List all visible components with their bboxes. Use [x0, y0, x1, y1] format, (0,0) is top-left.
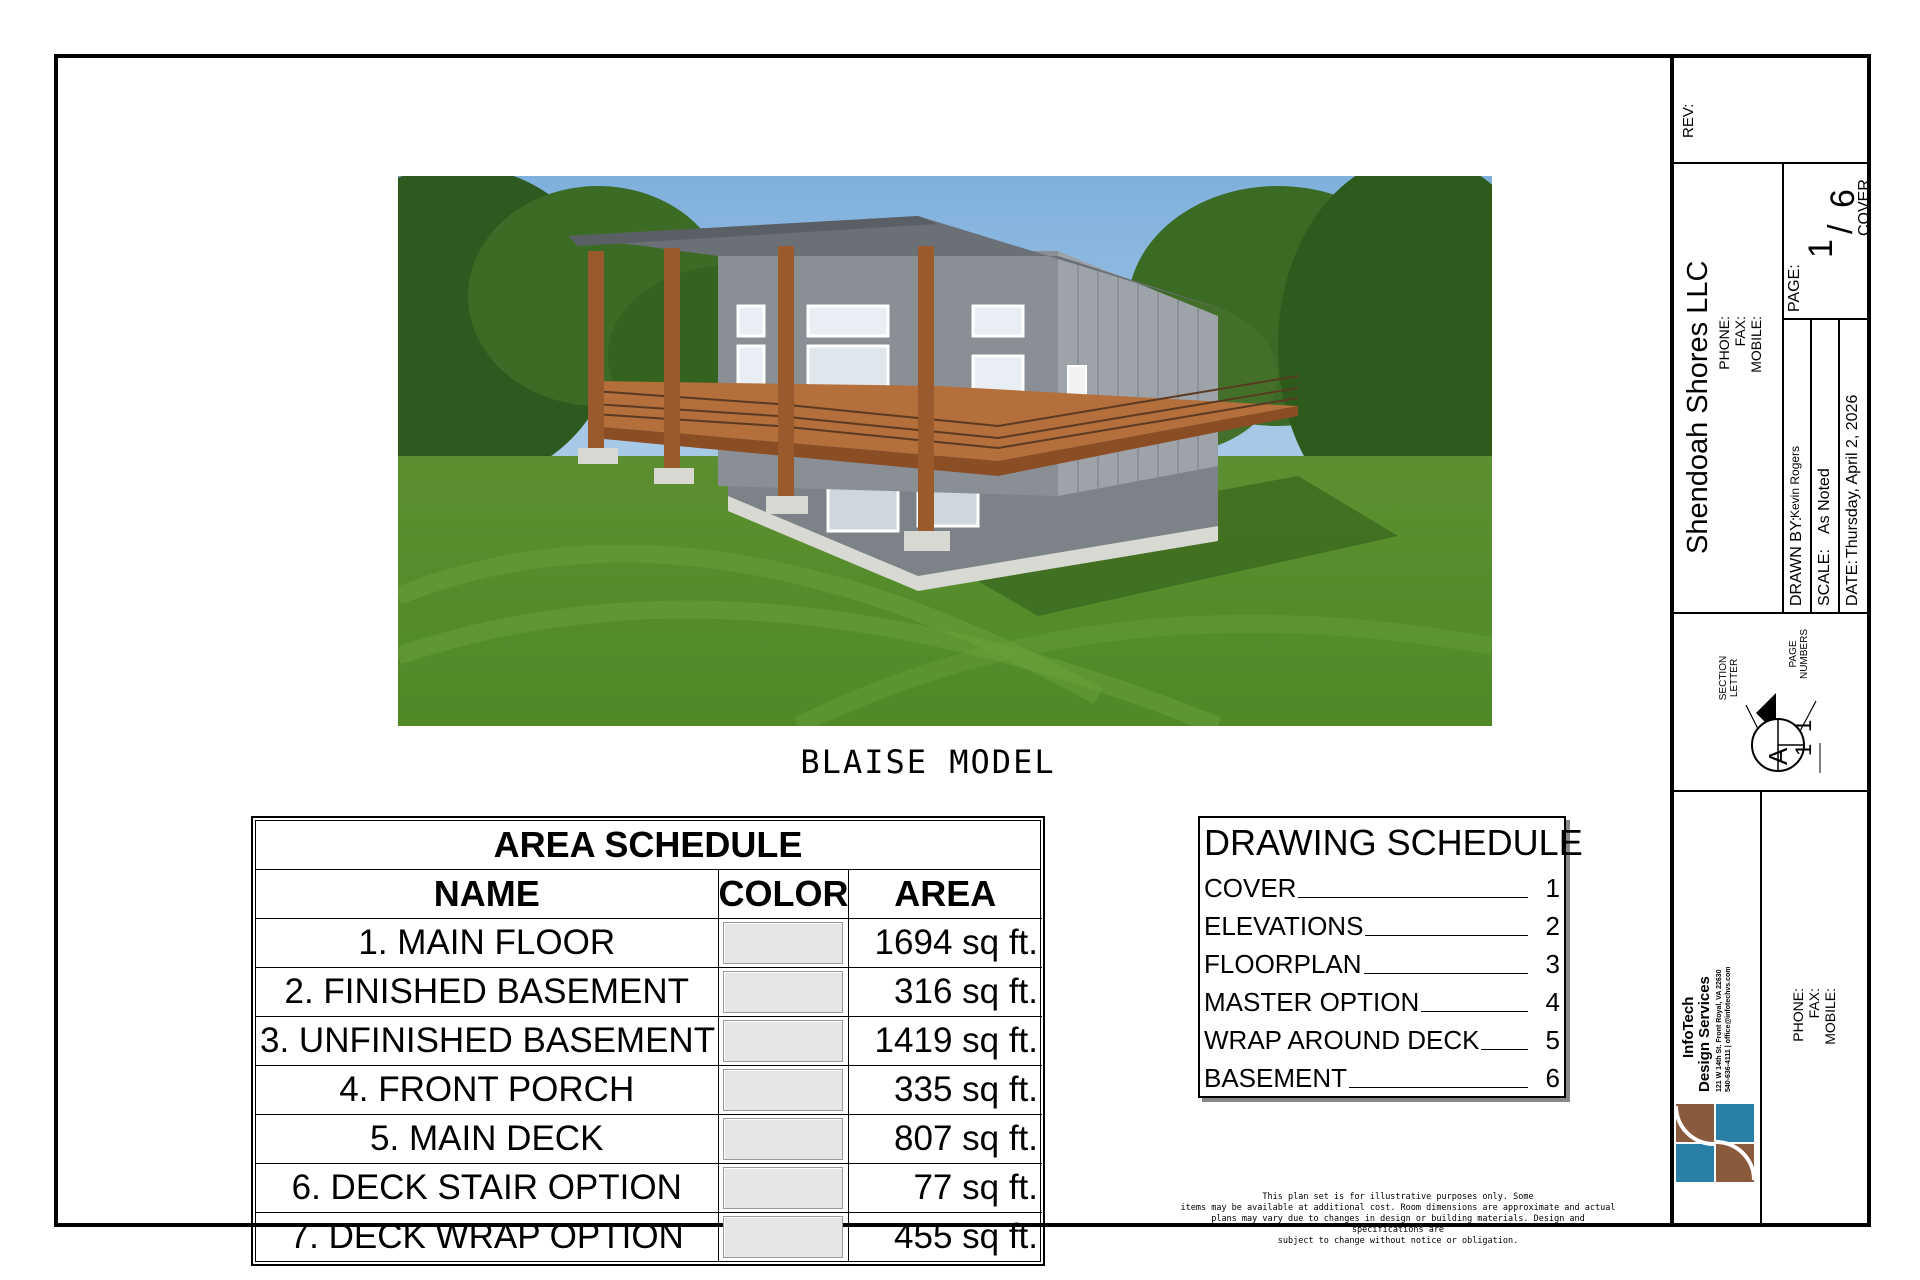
room-name: 7. DECK WRAP OPTION — [256, 1213, 718, 1262]
divider — [1782, 162, 1784, 612]
page-number: 1 — [1802, 239, 1840, 258]
disclaimer-line: items may be available at additional cost. Room dimensions are approximate and actual — [1180, 1203, 1616, 1213]
client-fax-label: FAX: — [1732, 316, 1748, 347]
color-swatch — [723, 1167, 843, 1209]
table-row — [256, 1017, 1042, 1066]
area-schedule — [251, 816, 1045, 1266]
table-row — [256, 1164, 1042, 1213]
company-contact: 540-636-4111 | office@infotechvs.com — [1725, 966, 1732, 1092]
client-name: Shendoah Shores LLC — [1682, 260, 1714, 554]
sheet-name: COVER — [1204, 873, 1297, 903]
room-name: 5. MAIN DECK — [256, 1115, 718, 1164]
client-mobile-label: MOBILE: — [1748, 316, 1764, 373]
column-header-color: COLOR — [718, 870, 848, 919]
sheet-number: 2 — [1545, 911, 1560, 941]
disclaimer — [1173, 1192, 1623, 1247]
date-value: Thursday, April 2, 2026 — [1844, 394, 1861, 558]
title-block — [1670, 58, 1871, 1223]
divider — [1674, 612, 1871, 614]
room-name: 4. FRONT PORCH — [256, 1066, 718, 1115]
drawn-by-value: Kevin Rogers — [1788, 445, 1802, 518]
color-cell — [718, 1213, 848, 1262]
leader-line — [1481, 1049, 1528, 1050]
sheet-name: MASTER OPTION — [1204, 987, 1420, 1017]
house-photo — [398, 176, 1492, 726]
leader-line — [1364, 973, 1529, 974]
list-item — [1200, 980, 1564, 1018]
room-area: 335 sq ft. — [848, 1066, 1042, 1115]
drawing-schedule-title: DRAWING SCHEDULE — [1204, 822, 1583, 863]
color-cell — [718, 1164, 848, 1213]
table-row — [256, 968, 1042, 1017]
sheet-number: 1 — [1545, 873, 1560, 903]
color-cell — [718, 1115, 848, 1164]
room-area: 807 sq ft. — [848, 1115, 1042, 1164]
color-cell — [718, 1066, 848, 1115]
company-mobile-label: MOBILE: — [1822, 988, 1838, 1045]
sheet-name: ELEVATIONS — [1204, 911, 1364, 941]
company-address: 121 W 14th St. Front Royal, VA 22630 — [1716, 969, 1723, 1092]
page-total: 6 — [1824, 189, 1862, 208]
drawing-sheet — [54, 54, 1873, 1256]
room-name: 3. UNFINISHED BASEMENT — [256, 1017, 718, 1066]
area-schedule-title: AREA SCHEDULE — [256, 821, 1040, 870]
page-numbers-label: PAGE NUMBERS — [1788, 629, 1810, 680]
divider — [1782, 318, 1871, 320]
color-swatch — [723, 922, 843, 964]
company-name-1: InfoTech — [1680, 996, 1697, 1058]
room-area: 455 sq ft. — [848, 1213, 1042, 1262]
color-cell — [718, 1017, 848, 1066]
disclaimer-line: This plan set is for illustrative purposes only. Some — [1262, 1192, 1534, 1202]
sheet-name: FLOORPLAN — [1204, 949, 1362, 979]
date-label: DATE: — [1844, 560, 1861, 606]
section-symbol-num-b: 1 — [1791, 719, 1816, 732]
section-symbol-letter: A — [1763, 747, 1793, 765]
leader-line — [1421, 1011, 1528, 1012]
list-item — [1200, 904, 1564, 942]
room-name: 1. MAIN FLOOR — [256, 919, 718, 968]
list-item — [1200, 866, 1564, 904]
company-logo-icon — [1674, 1102, 1758, 1186]
section-symbol-num-a: 1 — [1791, 743, 1816, 756]
client-phone-label: PHONE: — [1716, 316, 1732, 370]
room-area: 1419 sq ft. — [848, 1017, 1042, 1066]
room-area: 316 sq ft. — [848, 968, 1042, 1017]
leader-line — [1365, 935, 1528, 936]
divider — [1838, 318, 1840, 612]
color-swatch — [723, 1020, 843, 1062]
color-swatch — [723, 1216, 843, 1258]
model-title: BLAISE MODEL — [800, 743, 1056, 781]
list-item — [1200, 1018, 1564, 1056]
disclaimer-line: subject to change without notice or obligation. — [1277, 1236, 1519, 1246]
leader-line — [1298, 897, 1528, 898]
company-phone-label: PHONE: — [1790, 988, 1806, 1042]
scale-label: SCALE: — [1816, 549, 1833, 606]
drawn-by-label: DRAWN BY: — [1788, 516, 1805, 606]
room-area: 1694 sq ft. — [848, 919, 1042, 968]
room-area: 77 sq ft. — [848, 1164, 1042, 1213]
table-row — [256, 1066, 1042, 1115]
sheet-number: 6 — [1545, 1063, 1560, 1093]
column-header-area: AREA — [848, 870, 1042, 919]
disclaimer-line: plans may vary due to changes in design or building materials. Design and specifications are — [1211, 1214, 1585, 1235]
scale-value: As Noted — [1816, 468, 1833, 534]
color-cell — [718, 919, 848, 968]
company-name-2: Design Services — [1696, 976, 1713, 1092]
color-swatch — [723, 971, 843, 1013]
sheet-number: 5 — [1545, 1025, 1560, 1055]
divider — [1810, 318, 1812, 612]
column-header-name: NAME — [256, 870, 718, 919]
sheet-name: BASEMENT — [1204, 1063, 1348, 1093]
color-swatch — [723, 1118, 843, 1160]
drawing-schedule — [1198, 816, 1583, 1098]
color-cell — [718, 968, 848, 1017]
section-letter-label: SECTION LETTER — [1718, 655, 1740, 701]
table-row — [256, 919, 1042, 968]
list-item — [1200, 1056, 1564, 1094]
sheet-number: 4 — [1545, 987, 1560, 1017]
room-name: 6. DECK STAIR OPTION — [256, 1164, 718, 1213]
sheet-name-label: COVER — [1856, 179, 1873, 236]
room-name: 2. FINISHED BASEMENT — [256, 968, 718, 1017]
color-swatch — [723, 1069, 843, 1111]
divider — [1760, 790, 1762, 1223]
page-label: PAGE: — [1786, 264, 1803, 312]
list-item — [1200, 942, 1564, 980]
leader-line — [1349, 1087, 1528, 1088]
table-row — [256, 1115, 1042, 1164]
sheet-number: 3 — [1545, 949, 1560, 979]
table-row — [256, 1213, 1042, 1262]
page-fraction-slash: / — [1822, 224, 1860, 234]
area-schedule-table — [256, 870, 1042, 1261]
divider — [1674, 162, 1871, 164]
section-symbol-icon — [1694, 683, 1844, 793]
sheet-name: WRAP AROUND DECK — [1204, 1025, 1480, 1055]
rev-label: REV: — [1680, 103, 1697, 138]
company-fax-label: FAX: — [1806, 988, 1822, 1019]
